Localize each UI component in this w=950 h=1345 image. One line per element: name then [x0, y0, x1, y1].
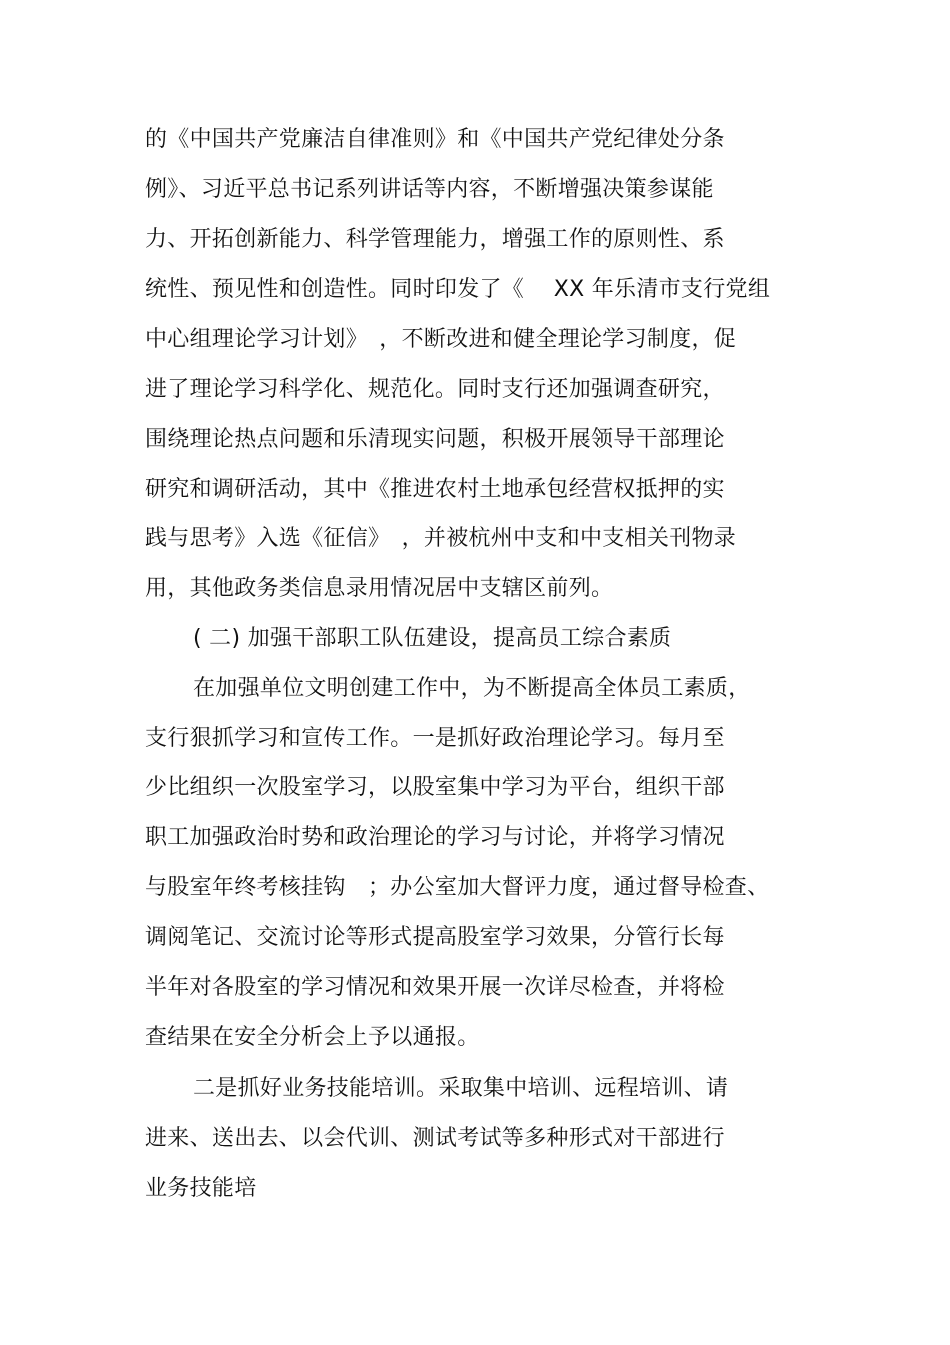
- section-heading: ( 二) 加强干部职工队伍建设，提高员工综合素质: [193, 626, 672, 651]
- text-line: 职工加强政治时势和政治理论的学习与讨论，并将学习情况: [145, 825, 725, 850]
- text-line: 调阅笔记、交流讨论等形式提高股室学习效果，分管行长每: [145, 925, 725, 950]
- text-line: 的《中国共产党廉洁自律准则》和《中国共产党纪律处分条: [145, 127, 725, 152]
- text-line: 进了理论学习科学化、规范化。同时支行还加强调查研究，: [145, 377, 725, 402]
- text-line: 围绕理论热点问题和乐清现实问题，积极开展领导干部理论: [145, 427, 725, 452]
- text-line: 查结果在安全分析会上予以通报。: [145, 1025, 480, 1050]
- text-line: 少比组织一次股室学习，以股室集中学习为平台，组织干部: [145, 775, 725, 800]
- text-line: 践与思考》入选《征信》 ，并被杭州中支和中支相关刊物录: [145, 526, 737, 551]
- text-line: 半年对各股室的学习情况和效果开展一次详尽检查，并将检: [145, 975, 725, 1000]
- text-line: 与股室年终考核挂钩 ；办公室加大督评力度，通过督导检查、: [145, 875, 770, 900]
- paragraph-start: 二是抓好业务技能培训。采取集中培训、远程培训、请: [193, 1076, 729, 1101]
- text-line: 中心组理论学习计划》 ，不断改进和健全理论学习制度，促: [145, 327, 737, 352]
- text-line: 统性、预见性和创造性。同时印发了《 XX 年乐清市支行党组: [145, 277, 771, 302]
- text-line: 用，其他政务类信息录用情况居中支辖区前列。: [145, 576, 614, 601]
- paragraph-start: 在加强单位文明创建工作中，为不断提高全体员工素质，: [193, 676, 751, 701]
- text-line: 业务技能培: [145, 1176, 257, 1201]
- text-line: 例》、习近平总书记系列讲话等内容，不断增强决策参谋能: [145, 177, 714, 202]
- text-line: 支行狠抓学习和宣传工作。一是抓好政治理论学习。每月至: [145, 726, 725, 751]
- text-line: 力、开拓创新能力、科学管理能力，增强工作的原则性、系: [145, 227, 725, 252]
- text-line: 研究和调研活动，其中《推进农村土地承包经营权抵押的实: [145, 477, 725, 502]
- text-line: 进来、送出去、以会代训、测试考试等多种形式对干部进行: [145, 1126, 725, 1151]
